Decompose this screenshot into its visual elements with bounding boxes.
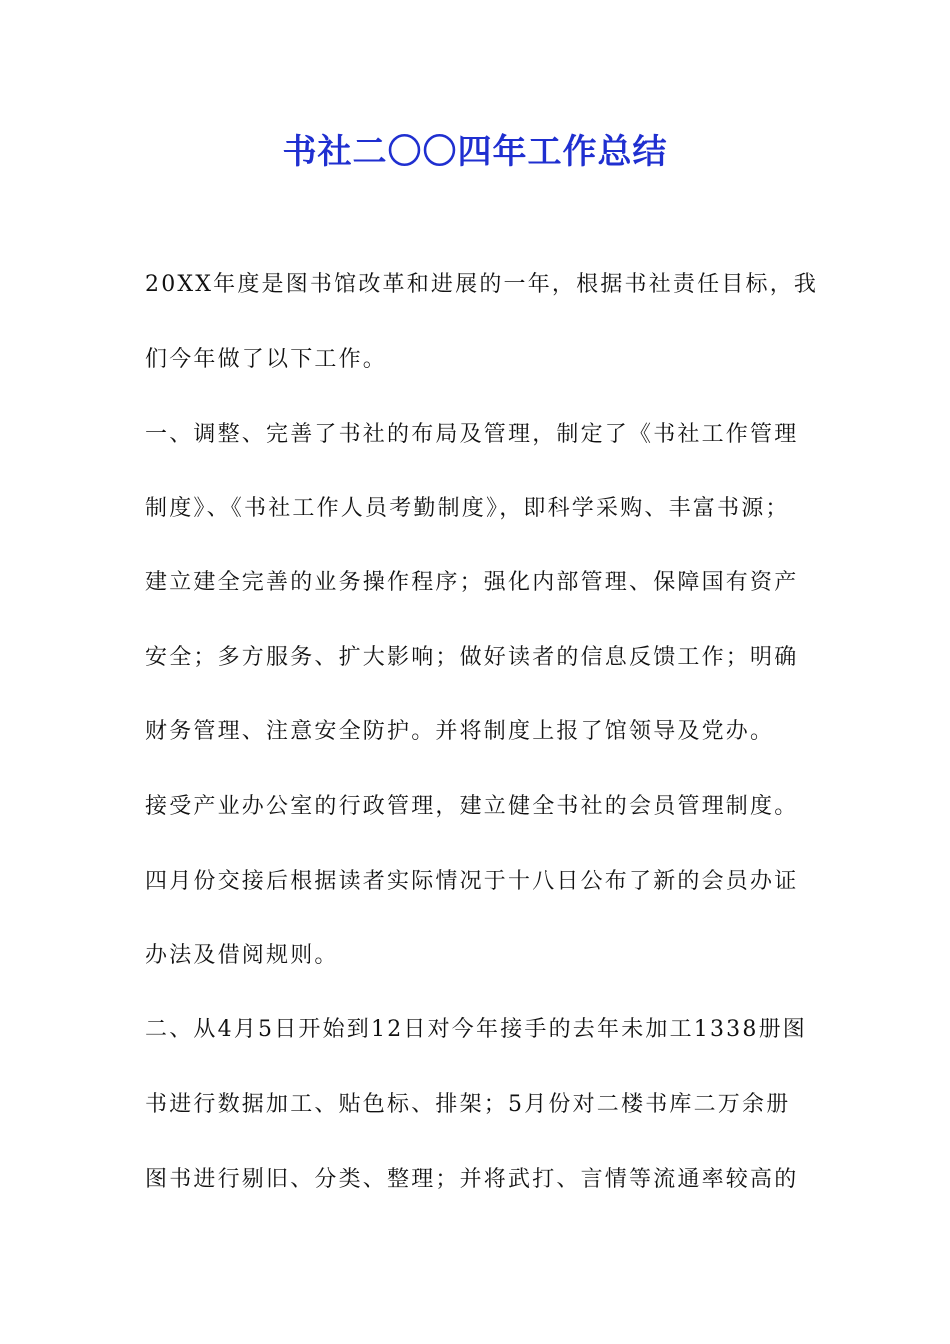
paragraph-line: 图书进行剔旧、分类、整理；并将武打、言情等流通率较高的 bbox=[145, 1167, 799, 1192]
paragraph-line: 一、调整、完善了书社的布局及管理，制定了《书社工作管理 bbox=[145, 422, 799, 447]
paragraph-line: 书进行数据加工、贴色标、排架；5月份对二楼书库二万余册 bbox=[145, 1092, 791, 1117]
paragraph-line: 安全；多方服务、扩大影响；做好读者的信息反馈工作；明确 bbox=[145, 645, 799, 670]
paragraph-line: 办法及借阅规则。 bbox=[145, 943, 339, 968]
document-title: 书社二〇〇四年工作总结 bbox=[282, 132, 668, 172]
paragraph-line: 财务管理、注意安全防护。并将制度上报了馆领导及党办。 bbox=[145, 719, 775, 744]
paragraph-line: 们今年做了以下工作。 bbox=[145, 347, 388, 372]
paragraph-line: 四月份交接后根据读者实际情况于十八日公布了新的会员办证 bbox=[145, 869, 799, 894]
paragraph-line: 制度》、《书社工作人员考勤制度》，即科学采购、丰富书源； bbox=[145, 496, 790, 521]
paragraph-line: 二、从4月5日开始到12日对今年接手的去年未加工1338册图 bbox=[145, 1017, 807, 1042]
paragraph-line: 20XX年度是图书馆改革和进展的一年，根据书社责任目标，我 bbox=[145, 272, 819, 297]
paragraph-line: 建立建全完善的业务操作程序；强化内部管理、保障国有资产 bbox=[145, 570, 799, 595]
paragraph-line: 接受产业办公室的行政管理，建立健全书社的会员管理制度。 bbox=[145, 794, 799, 819]
